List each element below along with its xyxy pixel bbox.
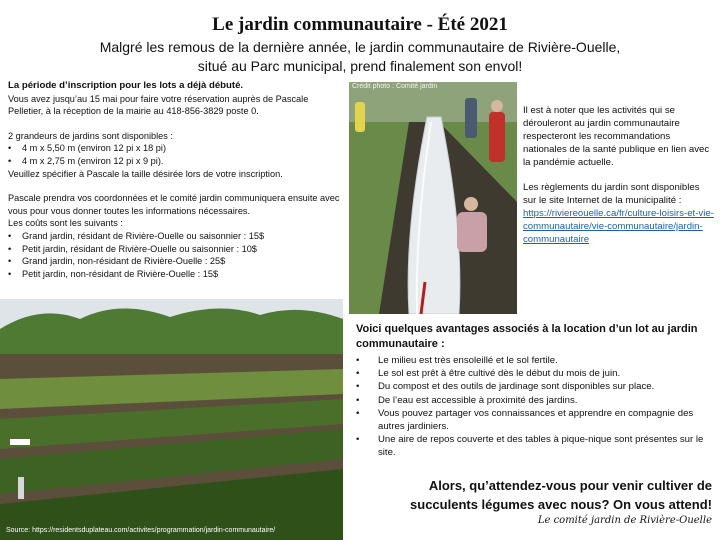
subtitle: [60, 38, 660, 76]
costs-list: [8, 230, 344, 280]
benefit-item: • Du compost et des outils de jardinage sont disponibles sur place.: [356, 380, 712, 393]
subtitle-line-1: Malgré les remous de la dernière année, le jardin communautaire de Rivière-Ouelle,: [99, 39, 621, 55]
sizes-note: Veuillez spécifier à Pascale la taille désirée lors de votre inscription.: [8, 168, 283, 179]
benefit-item: • Vous pouvez partager vos connaissances et apprendre en compagnie des autres jardiniers.: [356, 407, 712, 433]
contact-text: Pascale prendra vos coordonnées et le comité jardin communiquera ensuite avec vous pour vous donner toutes les informations nécessaires.: [8, 193, 340, 216]
size-item: • 4 m x 5,50 m (environ 12 pi x 18 pi): [8, 142, 344, 155]
notes-section: [523, 104, 715, 246]
subtitle-line-2: situé au Parc municipal, prend finalement son envol!: [197, 58, 523, 74]
size-item: • 4 m x 2,75 m (environ 12 pi x 9 pi).: [8, 155, 344, 168]
benefit-item: • De l’eau est accessible à proximité des jardins.: [356, 394, 712, 407]
inscription-heading: La période d’inscription pour les lots a déjà débuté.: [8, 80, 244, 91]
garden-illustration: [0, 299, 343, 540]
photo-credit: Crédit photo : Comité jardin: [352, 83, 438, 90]
rules-link[interactable]: https://riviereouelle.ca/fr/culture-loisirs-et-vie-communautaire/vie-communautaire/jardin-communautaire: [523, 208, 714, 245]
closing-line-2: succulents légumes avec nous? On vous attend!: [410, 497, 712, 512]
closing-message: [360, 476, 712, 514]
inscription-section: [8, 80, 344, 280]
rules-note: Les règlements du jardin sont disponibles sur le site Internet de la municipalité :: [523, 182, 700, 206]
closing-line-1: Alors, qu’attendez-vous pour venir cultiver de: [428, 478, 712, 493]
benefit-item: • Le milieu est très ensoleillé et le sol fertile.: [356, 354, 712, 367]
tunnel-photo: [349, 82, 517, 314]
cost-item: • Petit jardin, non-résidant de Rivière-Ouelle : 15$: [8, 268, 344, 281]
health-note: Il est à noter que les activités qui se dérouleront au jardin communautaire respecteront les recommandations nationales de la santé publique en lien avec la pandémie actuelle.: [523, 105, 710, 168]
cost-item: • Grand jardin, non-résidant de Rivière-Ouelle : 25$: [8, 255, 344, 268]
signature: Le comité jardin de Rivière-Ouelle: [537, 515, 712, 526]
sizes-list: [8, 142, 344, 167]
cost-item: • Grand jardin, résidant de Rivière-Ouelle ou saisonnier : 15$: [8, 230, 344, 243]
inscription-text: Vous avez jusqu’au 15 mai pour faire votre réservation auprès de Pascale Pelletier, à la réception de la mairie au 418-856-3829 poste 0.: [8, 93, 309, 117]
benefit-item: • Une aire de repos couverte et des tables à pique-nique sont présentes sur le site.: [356, 433, 712, 459]
garden-photo: [0, 299, 343, 540]
photo-source: Source: https://residentsduplateau.com/activites/programmation/jardin-communautaire/: [6, 527, 276, 534]
benefits-section: [356, 322, 712, 460]
costs-intro: Les coûts sont les suivants :: [8, 218, 123, 229]
benefits-heading: Voici quelques avantages associés à la location d’un lot au jardin communautaire :: [356, 323, 698, 350]
cost-item: • Petit jardin, résidant de Rivière-Ouelle ou saisonnier : 10$: [8, 243, 344, 256]
page-title: Le jardin communautaire - Été 2021: [212, 14, 508, 35]
tunnel-illustration: [349, 82, 517, 314]
sizes-intro: 2 grandeurs de jardins sont disponibles :: [8, 130, 173, 141]
benefits-list: [356, 354, 712, 460]
benefit-item: • Le sol est prêt à être cultivé dès le début du mois de juin.: [356, 367, 712, 380]
